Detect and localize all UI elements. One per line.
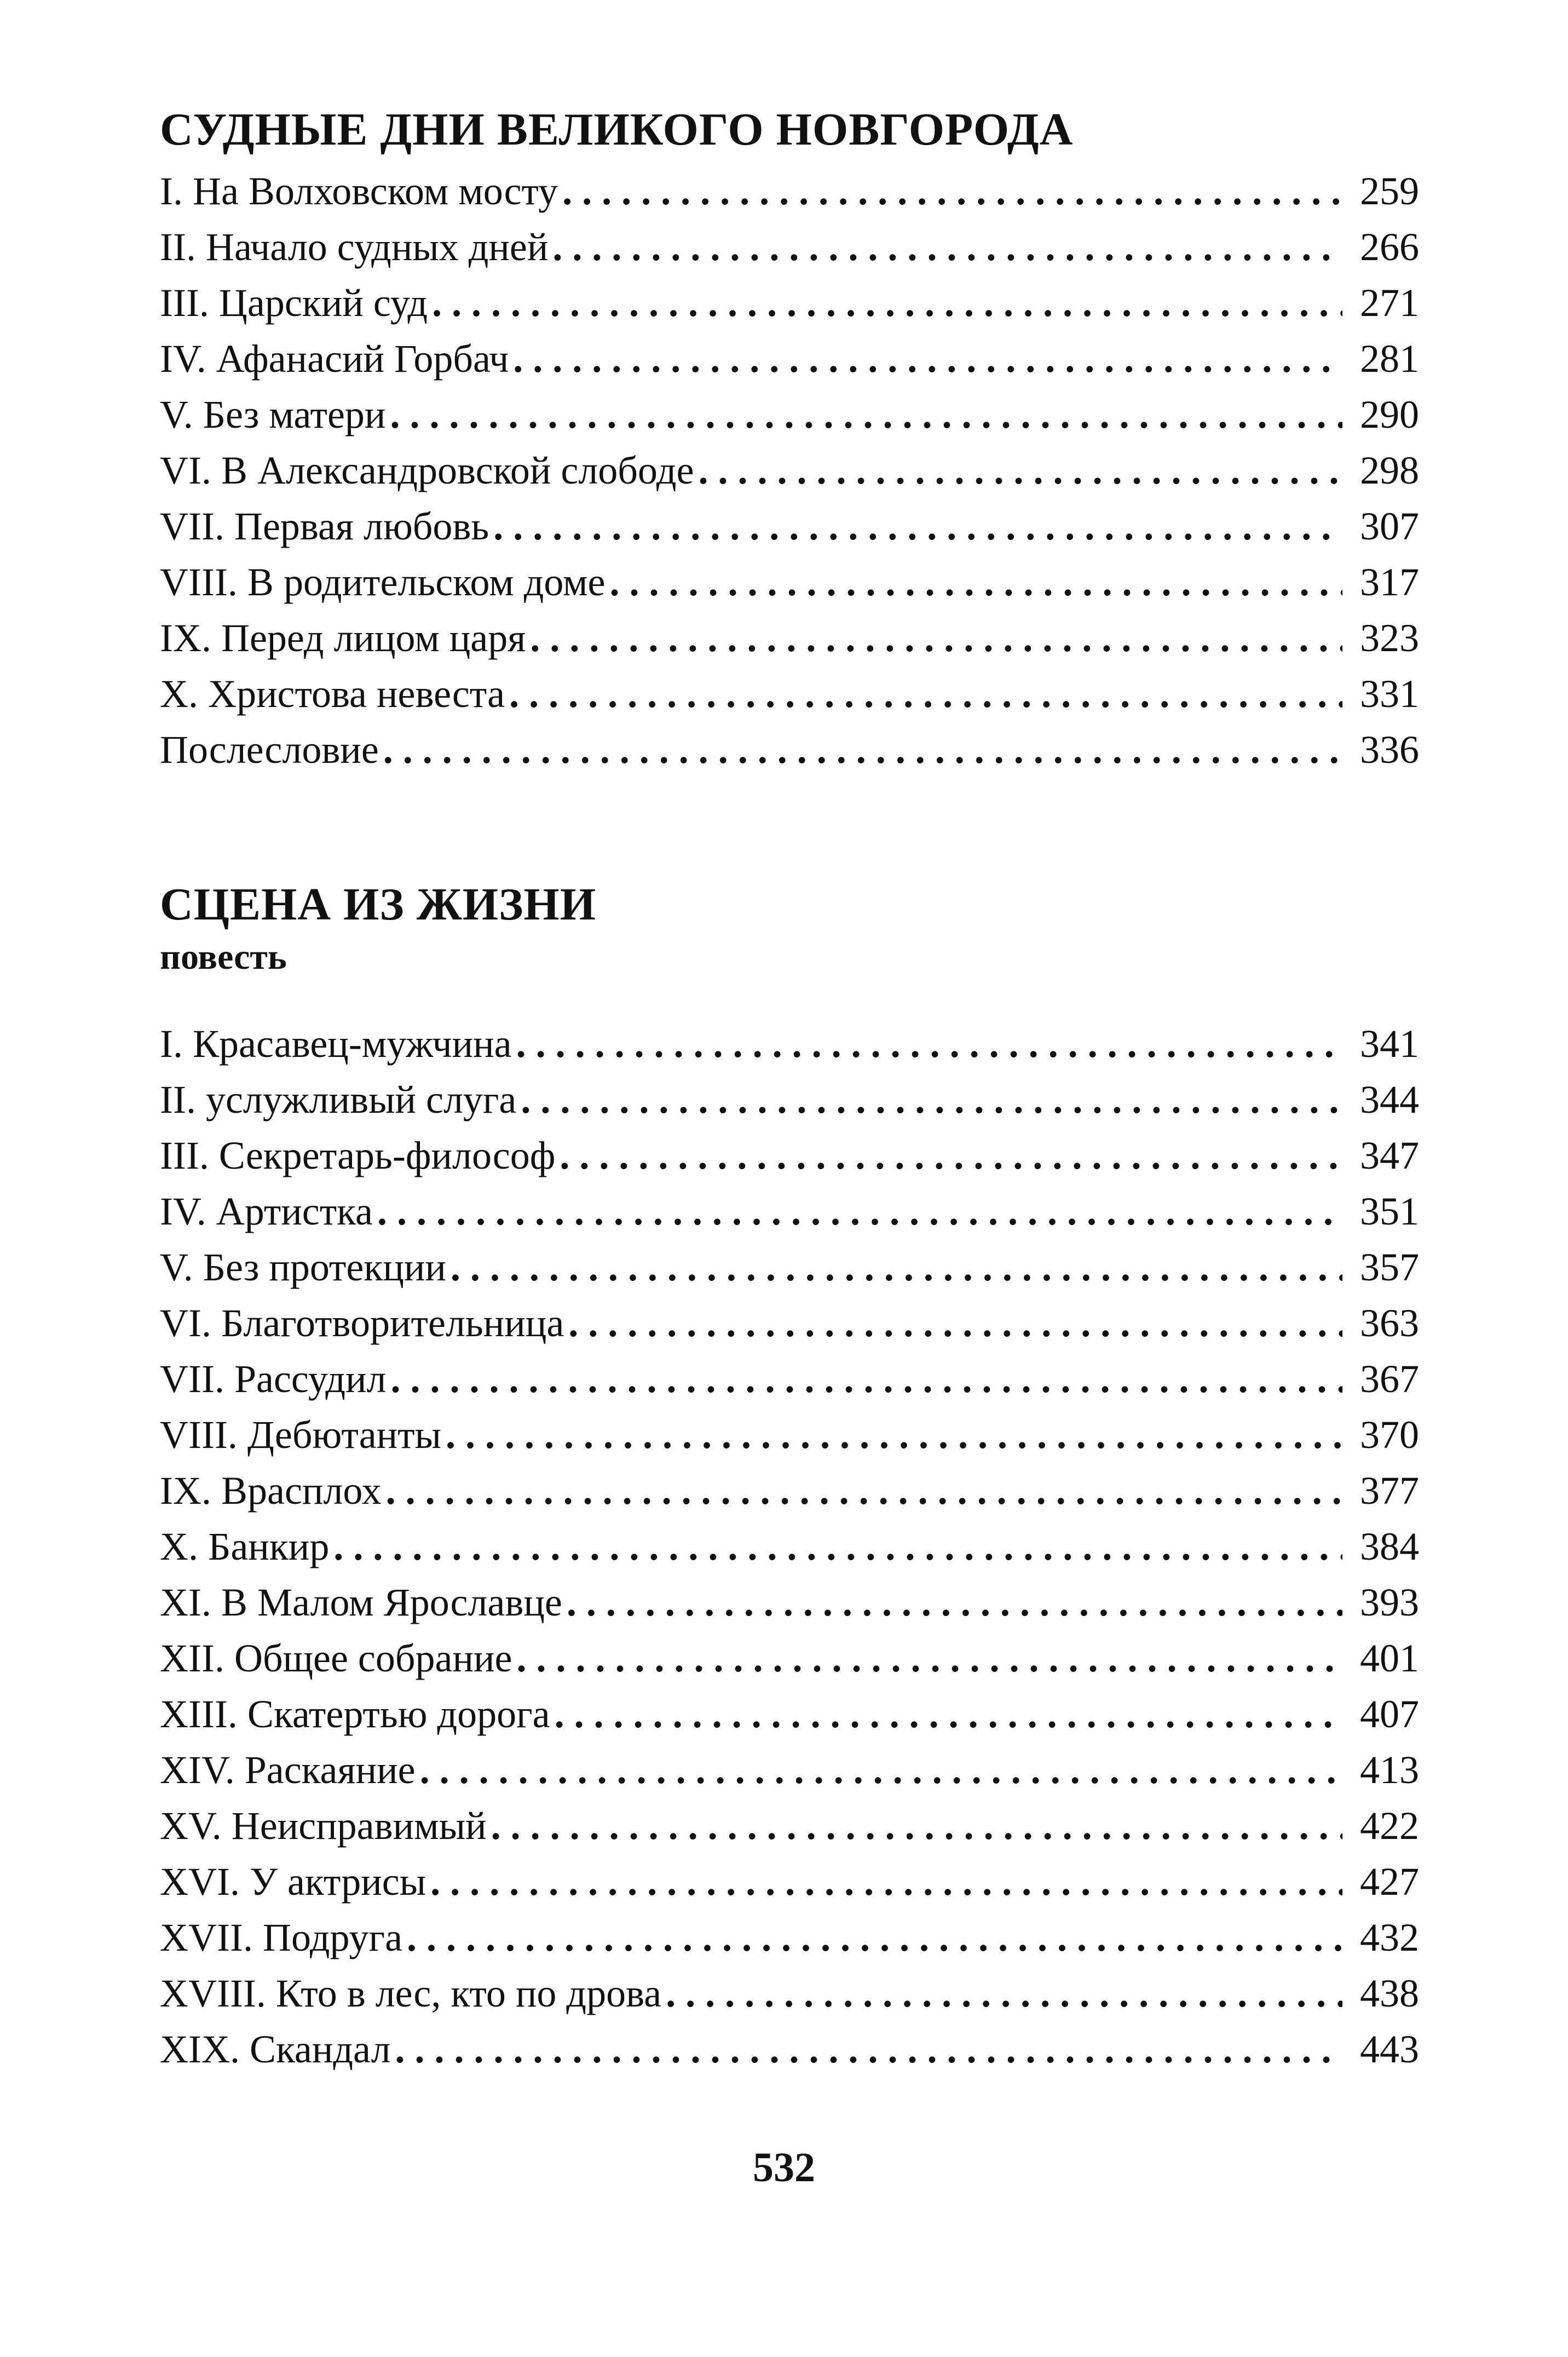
toc-entry-title: VI. В Александровской слободе	[160, 449, 694, 492]
dot-leader	[562, 163, 1342, 219]
section-subtitle: повесть	[160, 937, 287, 977]
toc-entry-title: V. Без протекции	[160, 1245, 446, 1289]
toc-entry	[160, 1128, 1419, 1183]
dot-leader	[430, 1854, 1342, 1910]
toc-entry-page-number: 266	[1360, 225, 1419, 269]
toc-entry-title: XIII. Скатертью дорога	[160, 1692, 550, 1736]
toc-entry-page-number: 377	[1360, 1469, 1419, 1513]
dot-leader	[386, 1463, 1342, 1519]
toc-entry-title: VII. Первая любовь	[160, 504, 489, 548]
dot-leader	[560, 1128, 1342, 1183]
toc-entry-title: III. Секретарь-философ	[160, 1134, 556, 1177]
toc-entry-title: XII. Общее собрание	[160, 1636, 512, 1680]
dot-leader	[491, 1798, 1342, 1854]
dot-leader	[377, 1183, 1342, 1239]
toc-entry-page-number: 422	[1360, 1804, 1419, 1848]
toc-entry	[160, 331, 1419, 387]
toc-entry	[160, 1574, 1419, 1630]
toc-entry-page-number: 344	[1360, 1078, 1419, 1122]
section-title: СЦЕНА ИЗ ЖИЗНИ	[160, 879, 597, 930]
dot-leader	[493, 498, 1342, 554]
toc-list	[160, 1016, 1419, 2077]
toc-entry-title: IV. Афанасий Горбач	[160, 337, 509, 381]
toc-entry-page-number: 351	[1360, 1189, 1419, 1233]
dot-leader	[509, 666, 1342, 722]
dot-leader	[513, 331, 1342, 387]
toc-entry-title: XV. Неисправимый	[160, 1804, 487, 1848]
toc-entry	[160, 1239, 1419, 1295]
toc-entry	[160, 1854, 1419, 1910]
toc-entry-title: XIX. Скандал	[160, 2027, 391, 2071]
dot-leader	[530, 610, 1342, 666]
toc-entry	[160, 1351, 1419, 1407]
toc-entry-title: Послесловие	[160, 728, 379, 772]
toc-entry-page-number: 413	[1360, 1748, 1419, 1792]
toc-entry-page-number: 393	[1360, 1580, 1419, 1624]
toc-entry-page-number: 347	[1360, 1134, 1419, 1177]
toc-entry-title: XI. В Малом Ярославце	[160, 1580, 562, 1624]
dot-leader	[407, 1910, 1342, 1965]
dot-leader	[390, 387, 1342, 442]
toc-entry	[160, 1798, 1419, 1854]
toc-entry-page-number: 432	[1360, 1916, 1419, 1959]
dot-leader	[517, 1630, 1343, 1686]
toc-entry	[160, 1686, 1419, 1742]
toc-entry	[160, 1965, 1419, 2021]
toc-entry	[160, 442, 1419, 498]
toc-entry-page-number: 367	[1360, 1357, 1419, 1401]
dot-leader	[451, 1239, 1342, 1295]
toc-entry	[160, 498, 1419, 554]
toc-entry-title: IX. Врасплох	[160, 1469, 382, 1513]
toc-entry	[160, 554, 1419, 610]
dot-leader	[555, 1686, 1342, 1742]
dot-leader	[395, 2021, 1342, 2077]
toc-entry-title: VIII. В родительском доме	[160, 560, 606, 604]
dot-leader	[666, 1965, 1342, 2021]
toc-entry	[160, 1742, 1419, 1798]
toc-entry	[160, 610, 1419, 666]
toc-entry	[160, 1183, 1419, 1239]
toc-entry-page-number: 271	[1360, 281, 1419, 325]
toc-entry	[160, 163, 1419, 219]
toc-entry-title: III. Царский суд	[160, 281, 428, 325]
toc-entry-page-number: 307	[1360, 504, 1419, 548]
dot-leader	[552, 219, 1342, 275]
page-number: 532	[753, 2145, 815, 2191]
toc-entry-title: V. Без матери	[160, 393, 386, 436]
toc-entry	[160, 1295, 1419, 1351]
toc-entry-page-number: 331	[1360, 672, 1419, 716]
toc-entry	[160, 1016, 1419, 1072]
dot-leader	[390, 1351, 1342, 1407]
toc-entry	[160, 275, 1419, 331]
toc-entry-page-number: 357	[1360, 1245, 1419, 1289]
toc-entry-title: XIV. Раскаяние	[160, 1748, 416, 1792]
toc-entry-page-number: 336	[1360, 728, 1419, 772]
toc-entry-page-number: 363	[1360, 1301, 1419, 1345]
toc-entry-title: II. услужливый слуга	[160, 1078, 517, 1122]
toc-entry-title: XVII. Подруга	[160, 1916, 403, 1959]
toc-entry-page-number: 370	[1360, 1413, 1419, 1457]
dot-leader	[446, 1407, 1342, 1463]
toc-entry-title: II. Начало судных дней	[160, 225, 549, 269]
toc-entry-title: IX. Перед лицом царя	[160, 616, 526, 660]
toc-entry-page-number: 281	[1360, 337, 1419, 381]
toc-entry	[160, 219, 1419, 275]
toc-list	[160, 163, 1419, 778]
toc-section-sudnye-dni	[160, 104, 1419, 778]
toc-entry-page-number: 427	[1360, 1860, 1419, 1904]
toc-entry-page-number: 259	[1360, 169, 1419, 213]
toc-entry-page-number: 341	[1360, 1022, 1419, 1066]
toc-entry-title: VI. Благотворительница	[160, 1301, 564, 1345]
toc-entry-page-number: 290	[1360, 393, 1419, 436]
toc-entry-page-number: 401	[1360, 1636, 1419, 1680]
dot-leader	[609, 554, 1342, 610]
dot-leader	[698, 442, 1342, 498]
toc-entry	[160, 722, 1419, 778]
dot-leader	[516, 1016, 1342, 1072]
dot-leader	[420, 1742, 1342, 1798]
dot-leader	[567, 1574, 1342, 1630]
toc-entry	[160, 387, 1419, 442]
toc-entry	[160, 666, 1419, 722]
toc-entry-page-number: 443	[1360, 2027, 1419, 2071]
toc-entry	[160, 2021, 1419, 2077]
toc-entry-title: VII. Рассудил	[160, 1357, 387, 1401]
toc-entry-title: X. Христова невеста	[160, 672, 505, 716]
dot-leader	[521, 1072, 1342, 1128]
toc-entry-title: I. Красавец-мужчина	[160, 1022, 512, 1066]
toc-entry-page-number: 438	[1360, 1971, 1419, 2015]
toc-entry	[160, 1630, 1419, 1686]
toc-section-scena-iz-zhizni	[160, 879, 1419, 2077]
dot-leader	[383, 722, 1342, 778]
toc-entry	[160, 1519, 1419, 1574]
toc-entry-page-number: 298	[1360, 449, 1419, 492]
toc-entry-page-number: 407	[1360, 1692, 1419, 1736]
dot-leader	[333, 1519, 1342, 1574]
dot-leader	[432, 275, 1342, 331]
dot-leader	[568, 1295, 1342, 1351]
toc-entry	[160, 1463, 1419, 1519]
toc-entry-title: VIII. Дебютанты	[160, 1413, 442, 1457]
toc-entry-page-number: 323	[1360, 616, 1419, 660]
toc-entry-page-number: 384	[1360, 1525, 1419, 1568]
toc-entry	[160, 1910, 1419, 1965]
section-title: СУДНЫЕ ДНИ ВЕЛИКОГО НОВГОРОДА	[160, 104, 1074, 155]
toc-entry-title: X. Банкир	[160, 1525, 330, 1568]
toc-entry-page-number: 317	[1360, 560, 1419, 604]
toc-entry-title: IV. Артистка	[160, 1189, 373, 1233]
toc-entry	[160, 1407, 1419, 1463]
toc-entry	[160, 1072, 1419, 1128]
toc-entry-title: XVIII. Кто в лес, кто по дрова	[160, 1971, 662, 2015]
toc-entry-title: XVI. У актрисы	[160, 1860, 426, 1904]
toc-entry-title: I. На Волховском мосту	[160, 169, 558, 213]
